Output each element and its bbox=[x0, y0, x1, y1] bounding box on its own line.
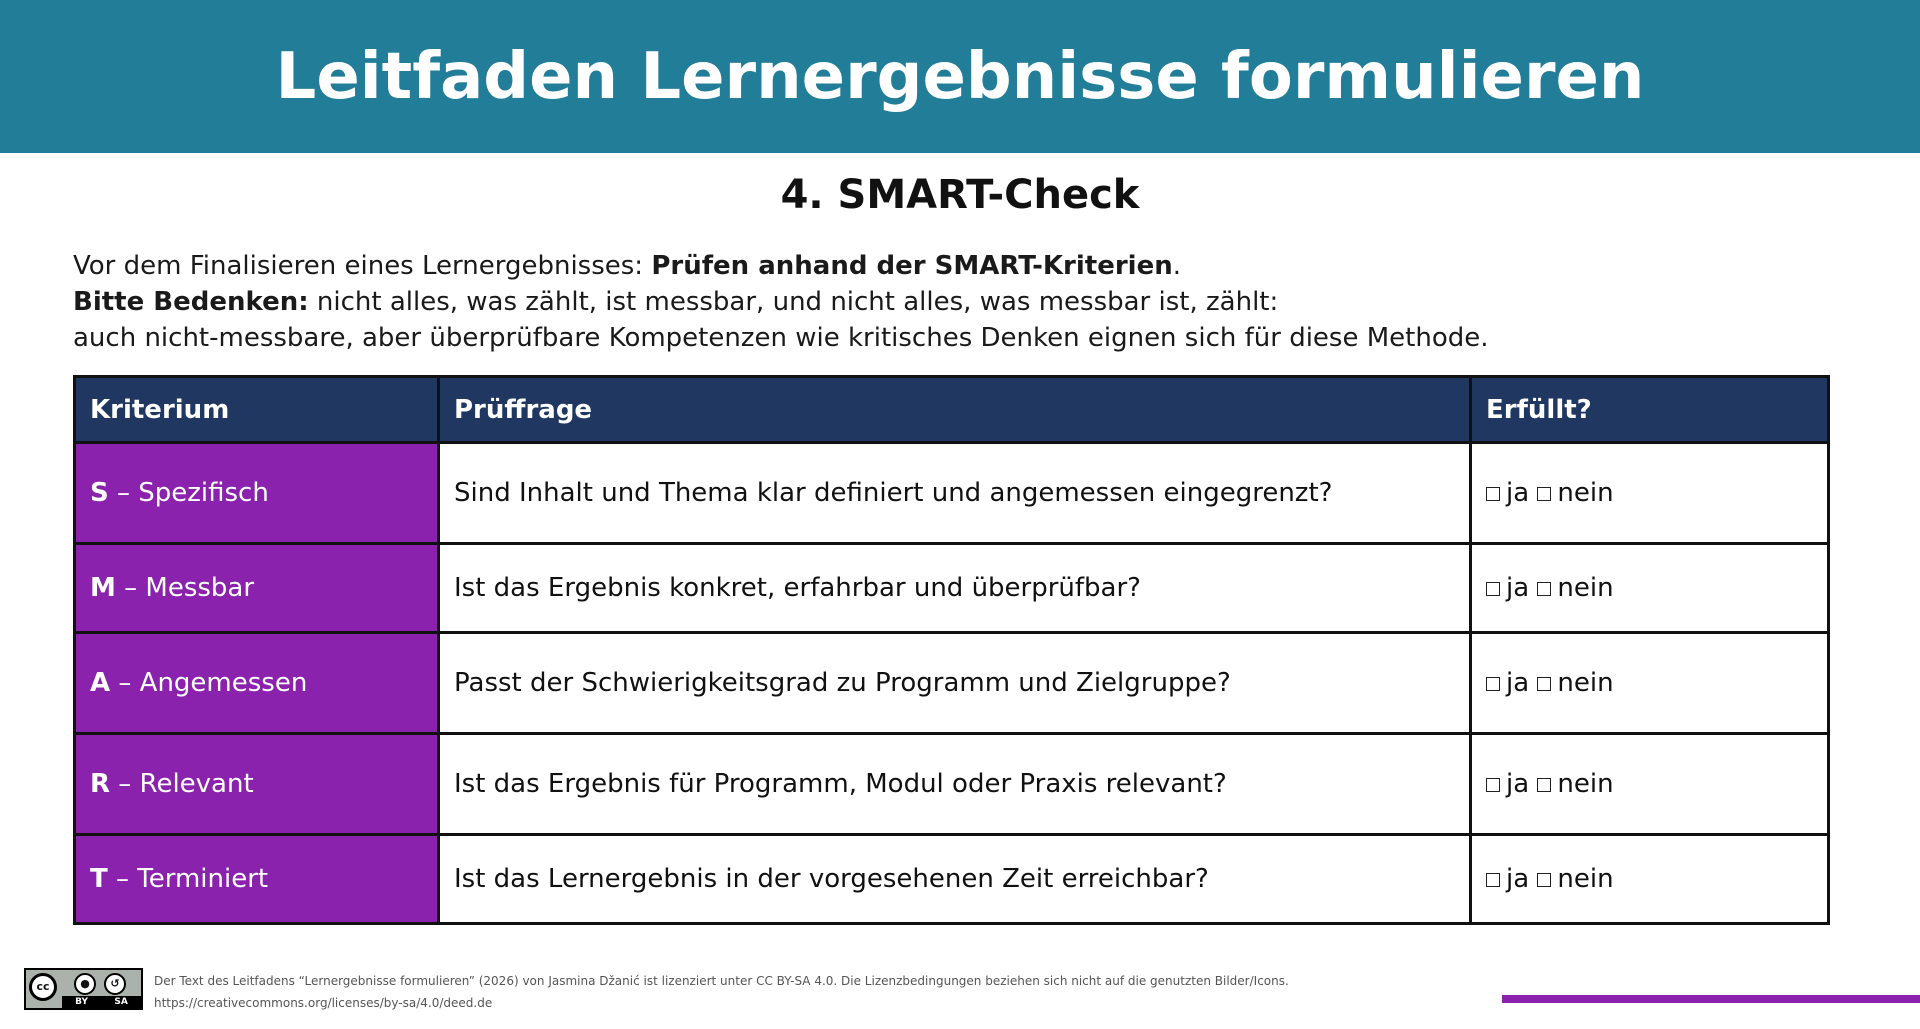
table-row bbox=[75, 443, 1829, 544]
checkbox-no[interactable] bbox=[1537, 778, 1551, 792]
criterion-label: – Relevant bbox=[110, 769, 254, 799]
checkbox-no-label: nein bbox=[1557, 668, 1614, 698]
intro-line-1-bold: Prüfen anhand der SMART-Kriterien bbox=[651, 251, 1173, 281]
criterion-label: – Messbar bbox=[115, 573, 255, 603]
header-criterion: Kriterium bbox=[75, 377, 439, 443]
attribution-icon: ● bbox=[74, 973, 96, 995]
checkbox-yes-label: ja bbox=[1506, 668, 1530, 698]
intro-line-1-prefix: Vor dem Finalisieren eines Lernergebnisses: bbox=[73, 251, 652, 281]
sa-label: SA bbox=[114, 997, 128, 1007]
criterion-letter: A bbox=[90, 668, 111, 698]
intro-line-1 bbox=[73, 248, 1873, 284]
intro-line-2 bbox=[73, 284, 1873, 320]
cc-by-sa-license-badge[interactable] bbox=[24, 968, 143, 1010]
license-link[interactable]: https://creativecommons.org/licenses/by-sa/4.0/deed.de bbox=[154, 996, 493, 1010]
question-cell: Sind Inhalt und Thema klar definiert und angemessen eingegrenzt? bbox=[439, 443, 1471, 544]
checkbox-yes[interactable] bbox=[1486, 487, 1500, 501]
smart-check-table bbox=[73, 375, 1830, 925]
checkbox-yes[interactable] bbox=[1486, 778, 1500, 792]
criterion-letter: M bbox=[90, 573, 116, 603]
fulfilled-cell bbox=[1471, 443, 1829, 544]
checkbox-yes[interactable] bbox=[1486, 677, 1500, 691]
question-cell: Ist das Lernergebnis in der vorgesehenen Zeit erreichbar? bbox=[439, 835, 1471, 924]
checkbox-yes[interactable] bbox=[1486, 582, 1500, 596]
checkbox-no[interactable] bbox=[1537, 873, 1551, 887]
intro-line-2-text: nicht alles, was zählt, ist messbar, und nicht alles, was messbar ist, zählt: bbox=[308, 287, 1279, 317]
intro-line-2-bold: Bitte Bedenken: bbox=[73, 287, 309, 317]
fulfilled-cell bbox=[1471, 835, 1829, 924]
page-title: Leitfaden Lernergebnisse formulieren bbox=[275, 39, 1645, 114]
table-row bbox=[75, 734, 1829, 835]
intro-text bbox=[73, 248, 1873, 356]
criterion-cell bbox=[75, 443, 439, 544]
criterion-letter: T bbox=[90, 864, 108, 894]
criterion-cell bbox=[75, 544, 439, 633]
checkbox-no-label: nein bbox=[1557, 478, 1614, 508]
intro-line-3: auch nicht-messbare, aber überprüfbare Kompetenzen wie kritisches Denken eignen sich für diese Methode. bbox=[73, 323, 1489, 353]
criterion-label: – Angemessen bbox=[110, 668, 308, 698]
license-strip bbox=[62, 996, 141, 1008]
question-cell: Ist das Ergebnis für Programm, Modul oder Praxis relevant? bbox=[439, 734, 1471, 835]
checkbox-no-label: nein bbox=[1557, 864, 1614, 894]
header-fulfilled: Erfüllt? bbox=[1471, 377, 1829, 443]
criterion-cell bbox=[75, 835, 439, 924]
fulfilled-cell bbox=[1471, 734, 1829, 835]
header-banner bbox=[0, 0, 1920, 153]
header-question: Prüffrage bbox=[439, 377, 1471, 443]
table-row bbox=[75, 633, 1829, 734]
table-header-row bbox=[75, 377, 1829, 443]
license-statement: Der Text des Leitfadens “Lernergebnisse formulieren” (2026) von Jasmina Džanić ist lizenziert unter CC BY-SA 4.0. Die Lizenzbedingungen beziehen sich nicht auf die genutzten Bilder/Icons. bbox=[154, 974, 1289, 988]
checkbox-yes-label: ja bbox=[1506, 573, 1530, 603]
criterion-cell bbox=[75, 633, 439, 734]
share-alike-icon: ↺ bbox=[104, 973, 126, 995]
table-row bbox=[75, 544, 1829, 633]
question-cell: Ist das Ergebnis konkret, erfahrbar und überprüfbar? bbox=[439, 544, 1471, 633]
intro-line-1-suffix: . bbox=[1172, 251, 1181, 281]
checkbox-yes[interactable] bbox=[1486, 873, 1500, 887]
fulfilled-cell bbox=[1471, 633, 1829, 734]
cc-icon: cc bbox=[29, 973, 57, 1001]
criterion-letter: R bbox=[90, 769, 111, 799]
checkbox-no[interactable] bbox=[1537, 582, 1551, 596]
checkbox-no-label: nein bbox=[1557, 573, 1614, 603]
criterion-label: – Terminiert bbox=[107, 864, 269, 894]
checkbox-yes-label: ja bbox=[1506, 864, 1530, 894]
license-text bbox=[154, 970, 1289, 1014]
accent-line bbox=[1502, 995, 1920, 1003]
fulfilled-cell bbox=[1471, 544, 1829, 633]
checkbox-yes-label: ja bbox=[1506, 769, 1530, 799]
question-cell: Passt der Schwierigkeitsgrad zu Programm und Zielgruppe? bbox=[439, 633, 1471, 734]
table-row bbox=[75, 835, 1829, 924]
checkbox-no-label: nein bbox=[1557, 769, 1614, 799]
checkbox-yes-label: ja bbox=[1506, 478, 1530, 508]
checkbox-no[interactable] bbox=[1537, 677, 1551, 691]
footer bbox=[24, 968, 1904, 1018]
section-title: 4. SMART-Check bbox=[780, 172, 1140, 218]
criterion-label: – Spezifisch bbox=[108, 478, 269, 508]
checkbox-no[interactable] bbox=[1537, 487, 1551, 501]
criterion-letter: S bbox=[90, 478, 109, 508]
criterion-cell bbox=[75, 734, 439, 835]
by-label: BY bbox=[75, 997, 89, 1007]
